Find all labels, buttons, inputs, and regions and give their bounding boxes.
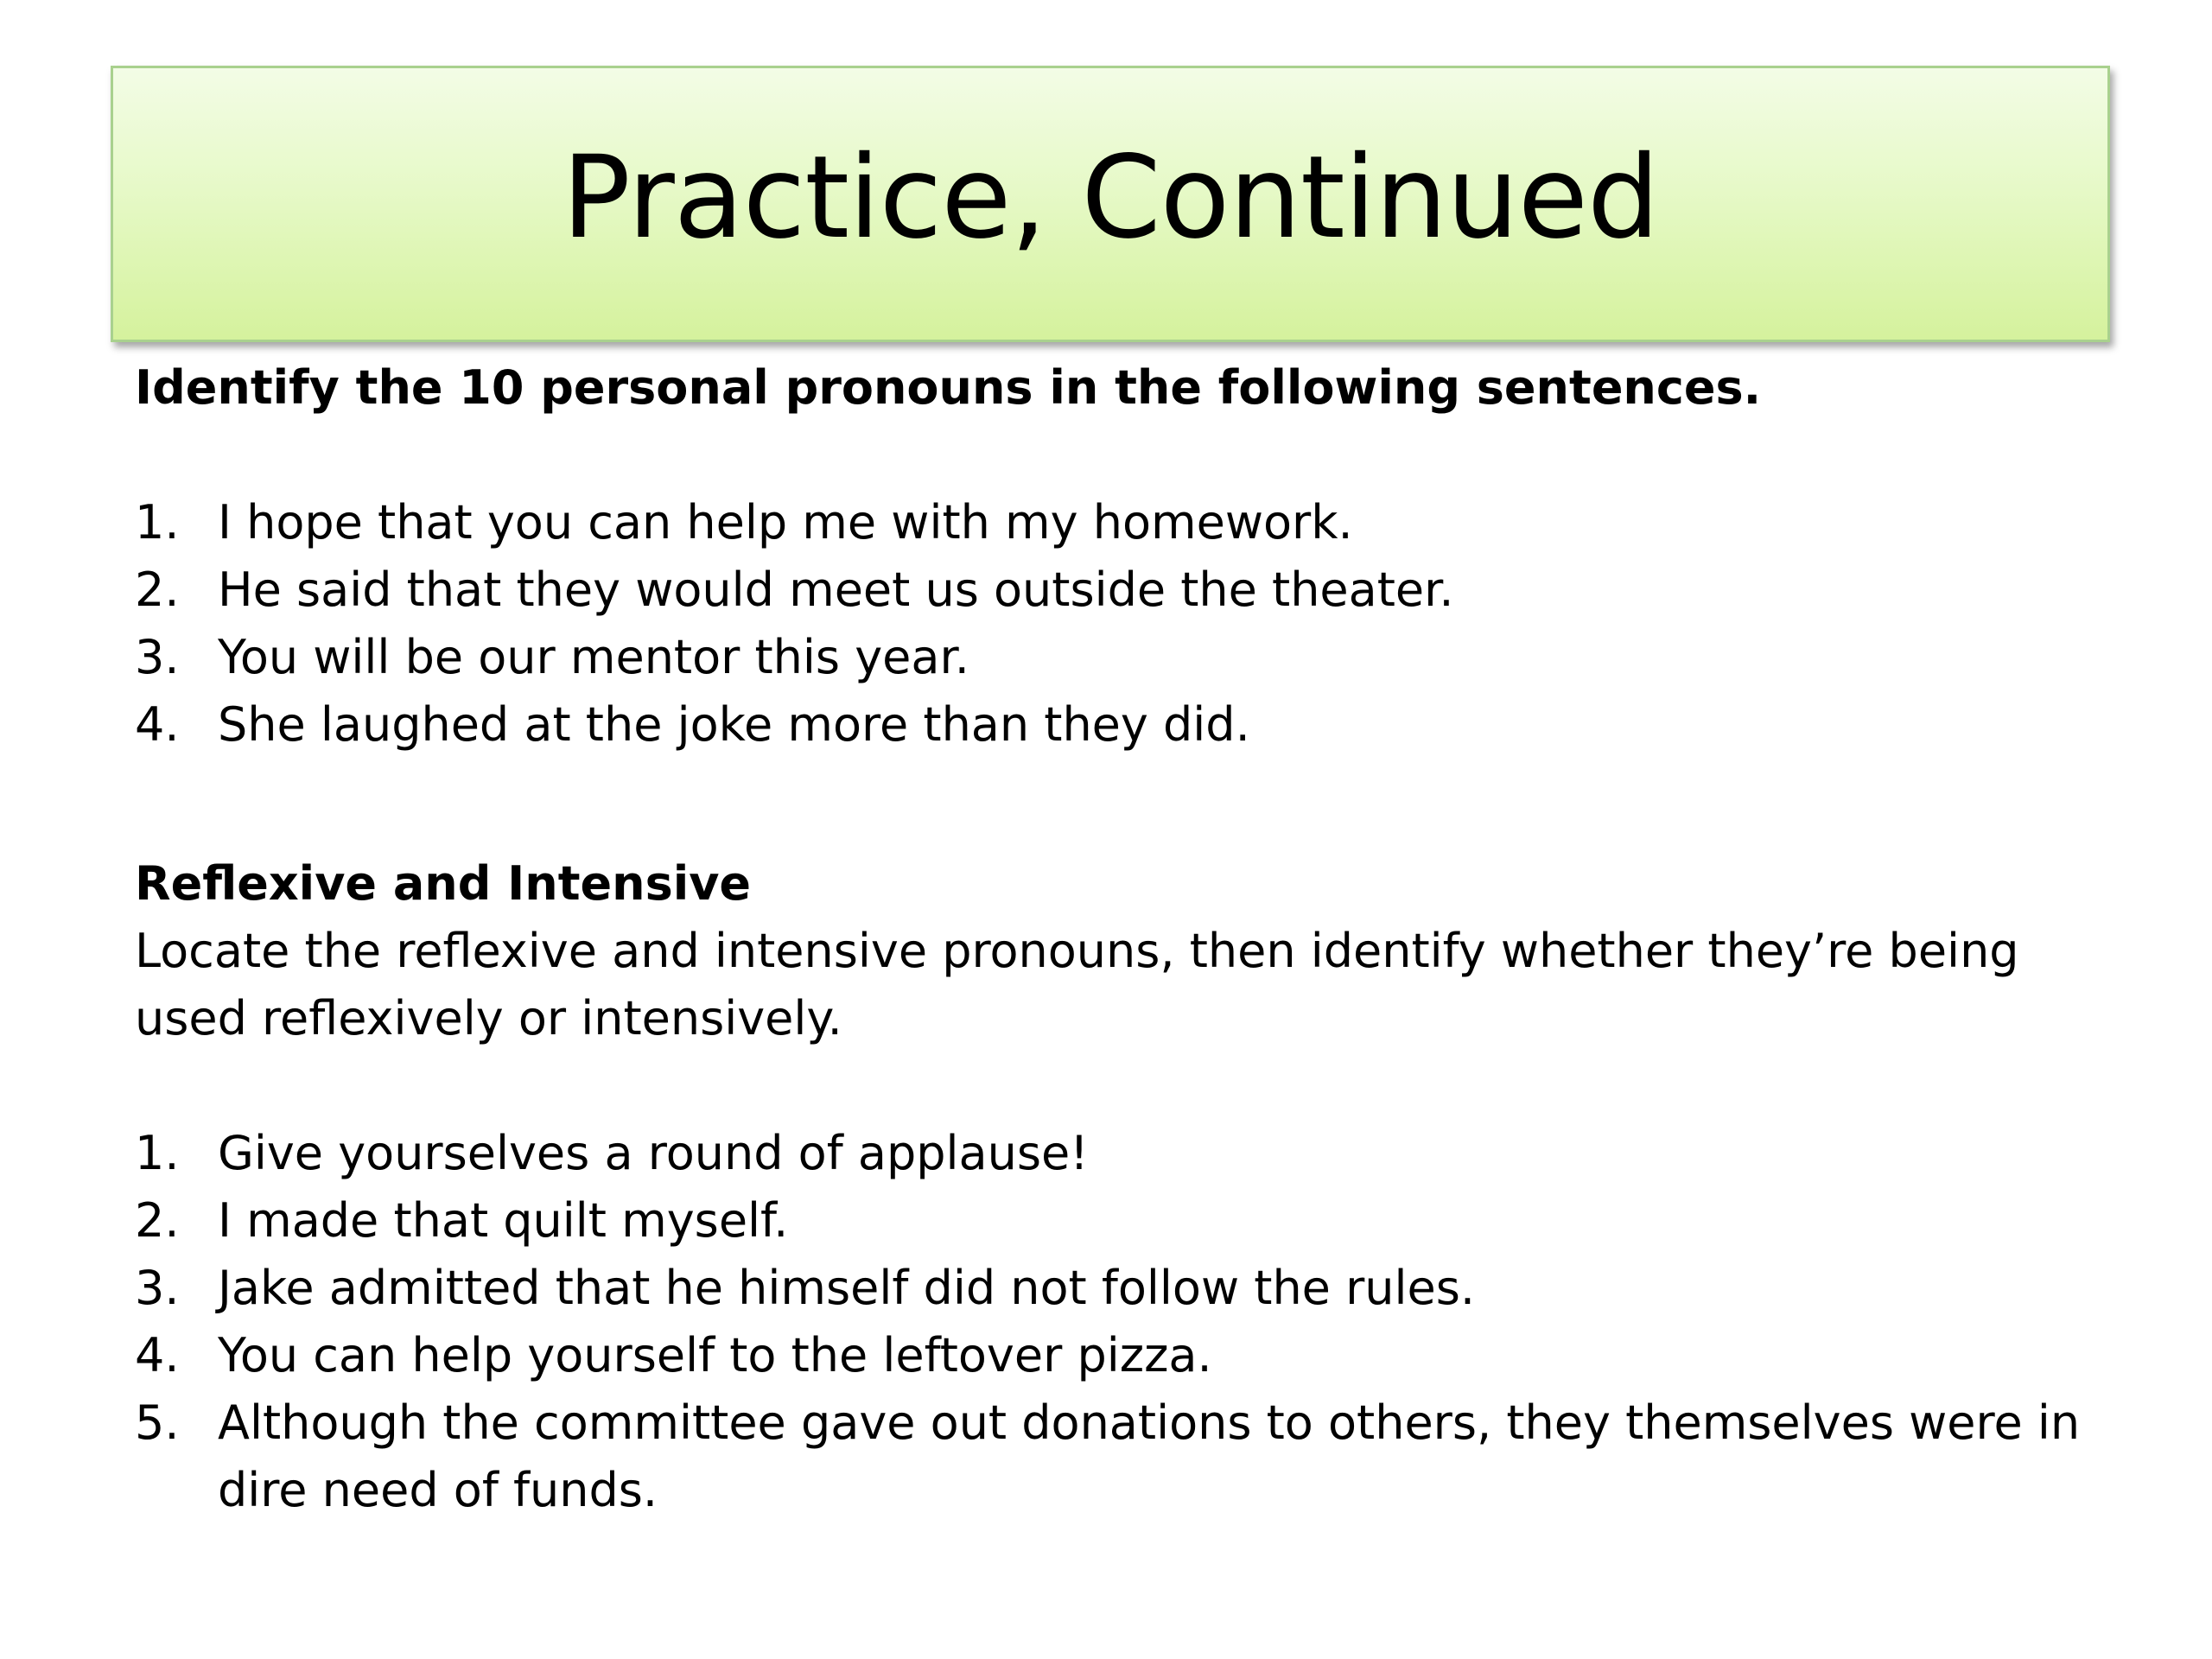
section2-list [135, 1120, 2088, 1524]
item-text: She laughed at the joke more than they did. [218, 697, 1250, 752]
list-item [135, 1120, 2088, 1187]
section1-list [135, 489, 2088, 759]
item-number: 4. [135, 1328, 180, 1382]
item-text: I made that quilt myself. [218, 1193, 789, 1248]
item-text: Although the committee gave out donations to others, they themselves were in dire need of funds. [218, 1395, 2081, 1517]
list-item [135, 1389, 2088, 1524]
list-item [135, 691, 2088, 759]
spacer [135, 1052, 2088, 1120]
slide-body [135, 354, 2088, 1524]
item-text: I hope that you can help me with my homework. [218, 495, 1353, 550]
section2-heading: Reflexive and Intensive [135, 856, 752, 911]
list-item [135, 1255, 2088, 1322]
list-item [135, 489, 2088, 556]
item-number: 3. [135, 1261, 180, 1315]
item-number: 4. [135, 697, 180, 752]
title-banner [111, 66, 2110, 342]
spacer [135, 759, 2088, 850]
item-number: 5. [135, 1395, 180, 1450]
item-number: 1. [135, 1126, 180, 1180]
slide-title: Practice, Continued [562, 131, 1659, 264]
item-text: You will be our mentor this year. [218, 630, 969, 684]
item-text: Give yourselves a round of applause! [218, 1126, 1089, 1180]
section1-instruction: Identify the 10 personal pronouns in the following sentences. [135, 360, 1762, 415]
item-number: 3. [135, 630, 180, 684]
item-text: He said that they would meet us outside the theater. [218, 563, 1454, 617]
list-item [135, 556, 2088, 624]
item-text: Jake admitted that he himself did not follow the rules. [218, 1261, 1476, 1315]
item-number: 1. [135, 495, 180, 550]
list-item [135, 1187, 2088, 1255]
item-text: You can help yourself to the leftover pizza. [218, 1328, 1212, 1382]
section2-instruction: Locate the reflexive and intensive pronouns, then identify whether they’re being used reflexively or intensively. [135, 924, 2019, 1046]
spacer [135, 422, 2088, 489]
item-number: 2. [135, 563, 180, 617]
list-item [135, 624, 2088, 691]
list-item [135, 1322, 2088, 1389]
item-number: 2. [135, 1193, 180, 1248]
